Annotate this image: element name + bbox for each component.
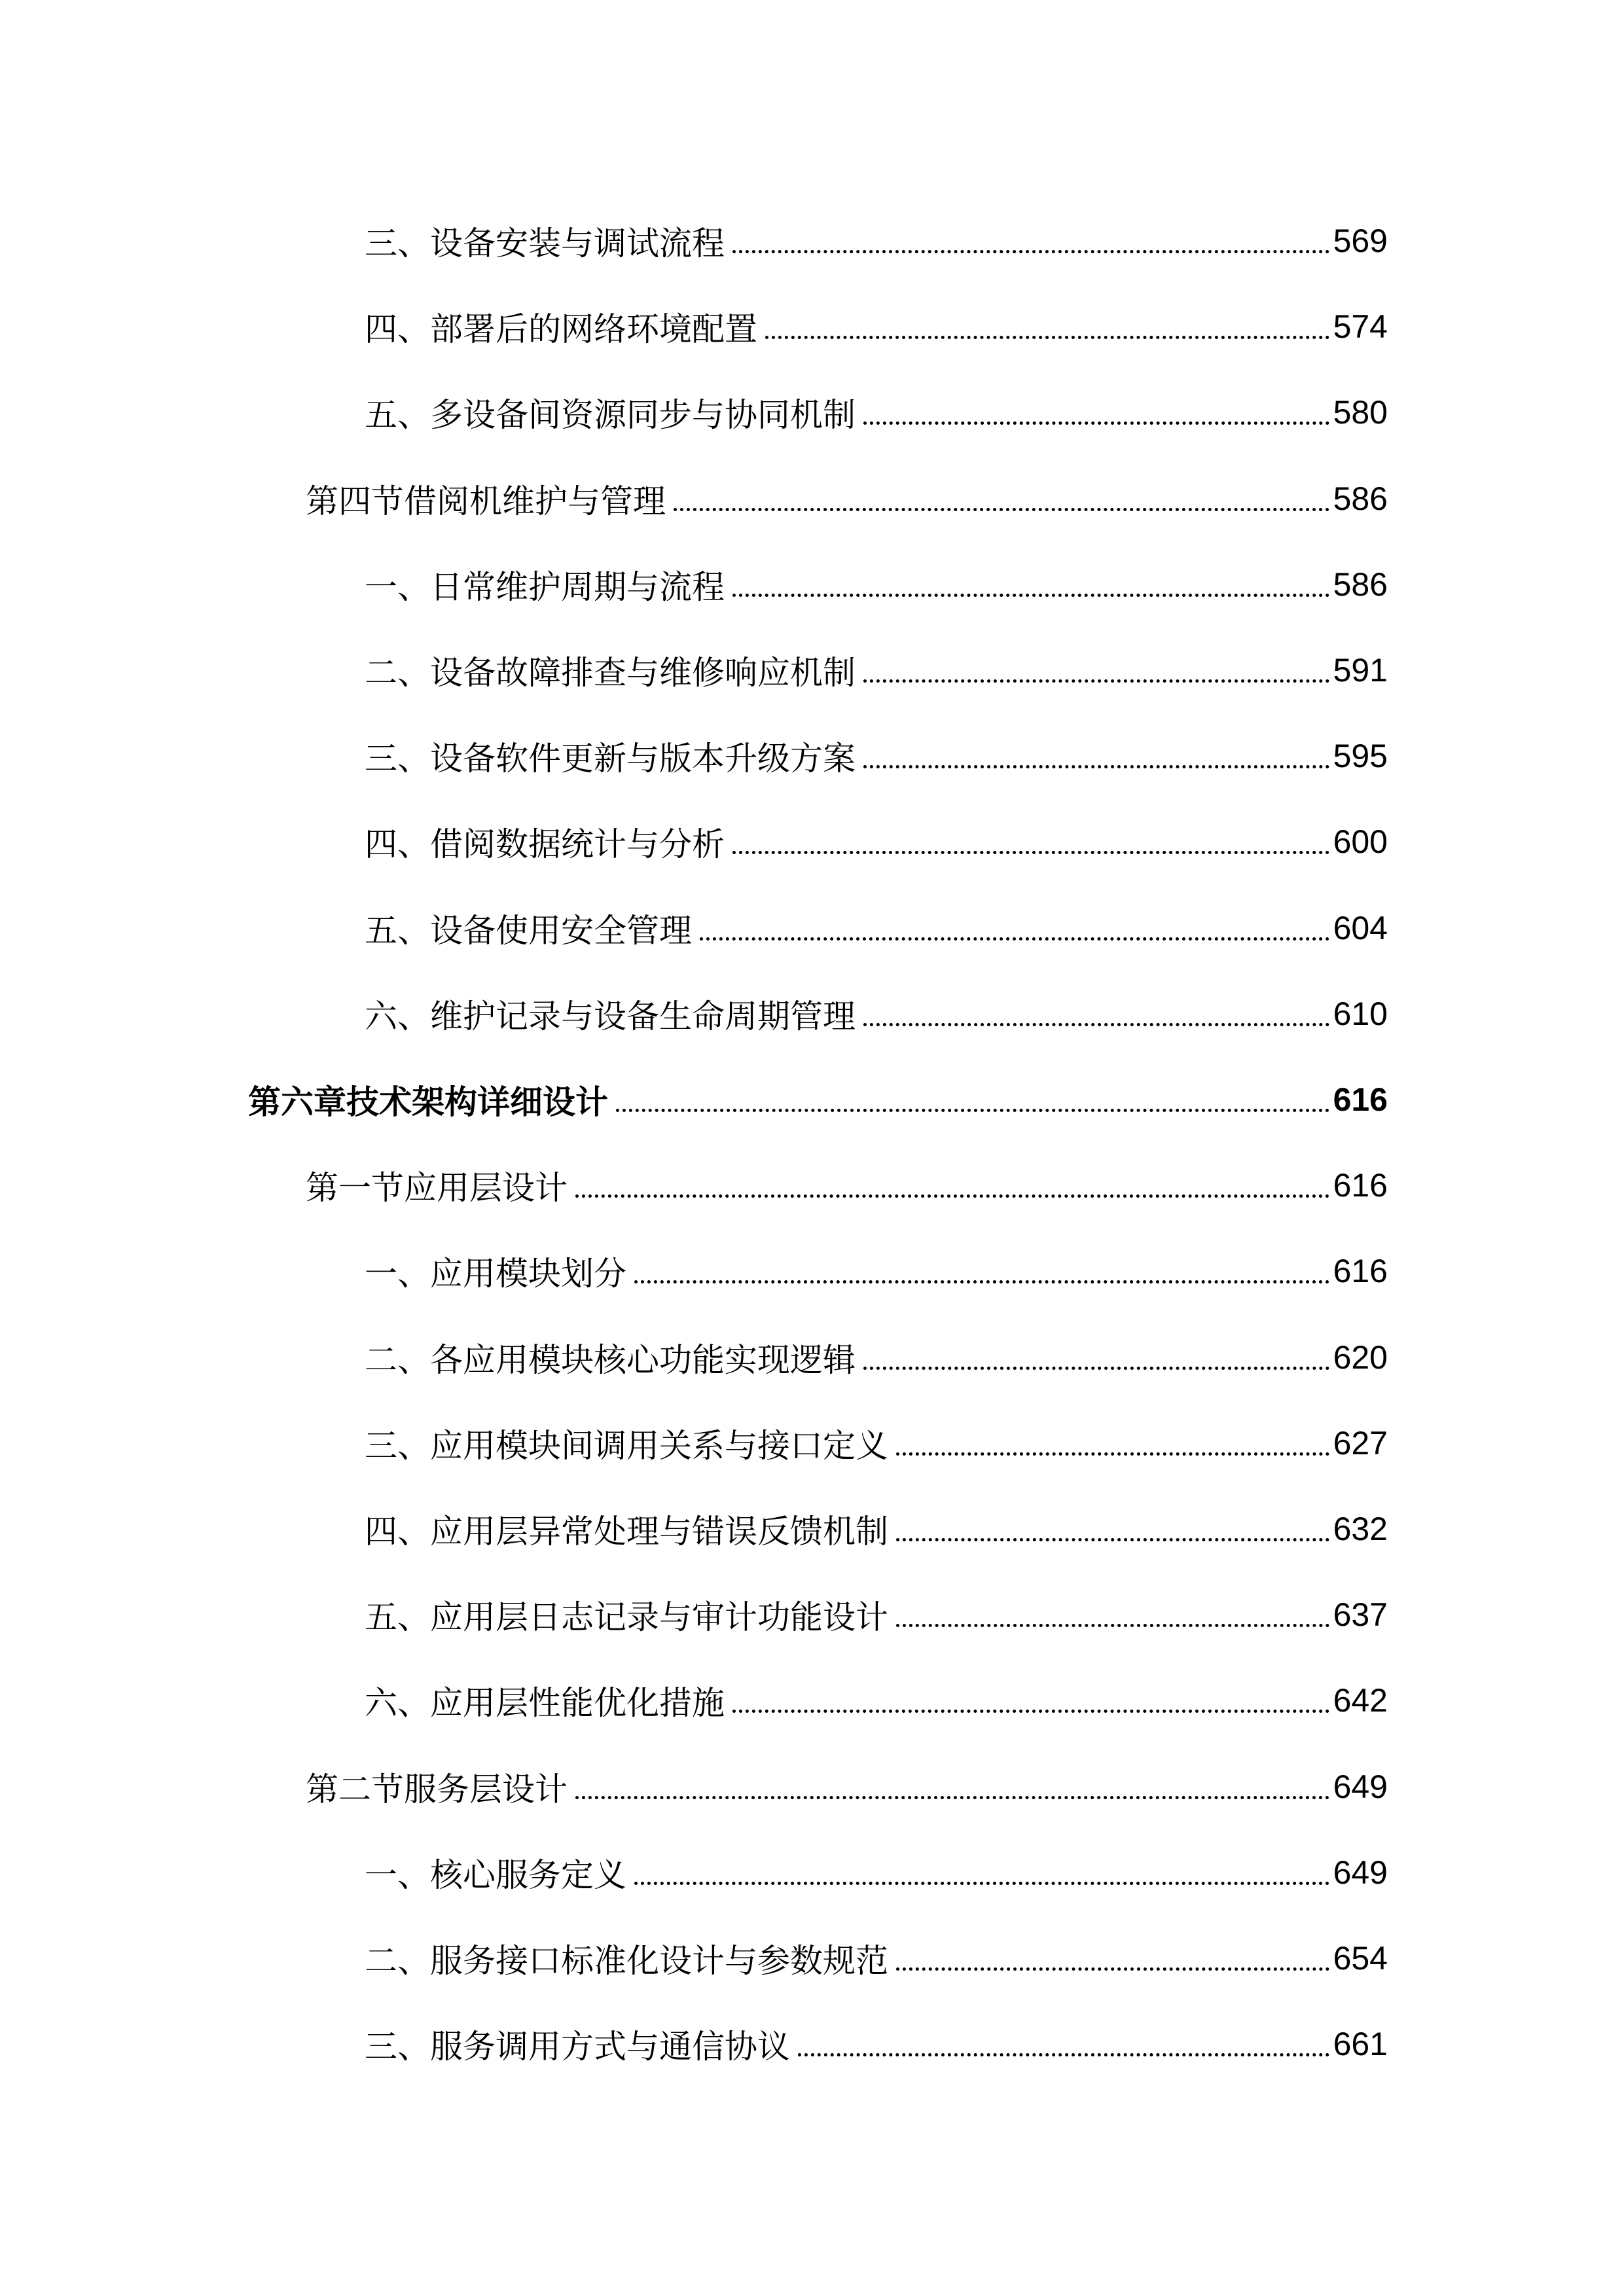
toc-entry-title: 一、日常维护周期与流程 <box>365 568 725 606</box>
toc-entry[interactable] <box>0 1245 1388 1297</box>
toc-entry[interactable] <box>0 1417 1388 1469</box>
toc-entry[interactable] <box>0 1932 1388 1984</box>
toc-entry[interactable] <box>0 1674 1388 1727</box>
dot-leader <box>732 594 1329 597</box>
toc-entry-page: 580 <box>1333 394 1388 431</box>
dot-leader <box>863 1023 1329 1026</box>
toc-entry-title: 第六章技术架构详细设计 <box>248 1083 608 1121</box>
dot-leader <box>896 1967 1329 1971</box>
toc-entry-title: 五、应用层日志记录与审计功能设计 <box>365 1598 888 1636</box>
toc-entry-title: 一、应用模块划分 <box>365 1255 626 1293</box>
dot-leader <box>732 851 1329 854</box>
toc-entry-page: 586 <box>1333 480 1388 517</box>
toc-entry-page: 637 <box>1333 1596 1388 1633</box>
dot-leader <box>634 1280 1329 1283</box>
dot-leader <box>896 1624 1329 1627</box>
toc-entry-title: 四、部署后的网络环境配置 <box>365 310 757 348</box>
toc-entry-page: 569 <box>1333 223 1388 259</box>
toc-entry-page: 574 <box>1333 308 1388 345</box>
toc-entry-title: 第一节应用层设计 <box>306 1169 568 1207</box>
dot-leader <box>634 1882 1329 1885</box>
dot-leader <box>863 1367 1329 1370</box>
toc-entry[interactable] <box>0 386 1388 439</box>
dot-leader <box>896 1538 1329 1541</box>
toc-entry-title: 一、核心服务定义 <box>365 1856 626 1894</box>
toc-entry-title: 六、应用层性能优化措施 <box>365 1684 725 1722</box>
toc-entry-title: 四、应用层异常处理与错误反馈机制 <box>365 1513 888 1551</box>
toc-entry-page: 632 <box>1333 1511 1388 1547</box>
toc-entry-page: 620 <box>1333 1339 1388 1376</box>
toc-entry[interactable] <box>0 1588 1388 1641</box>
toc-entry[interactable] <box>0 473 1388 525</box>
dot-leader <box>896 1452 1329 1456</box>
dot-leader <box>616 1109 1329 1112</box>
toc-entry-title: 三、服务调用方式与通信协议 <box>365 2028 790 2066</box>
toc-entry[interactable] <box>0 644 1388 696</box>
toc-entry[interactable] <box>0 816 1388 868</box>
toc-entry[interactable] <box>0 1761 1388 1813</box>
toc-entry-page: 627 <box>1333 1425 1388 1462</box>
toc-entry-title: 五、多设备间资源同步与协同机制 <box>365 396 856 434</box>
dot-leader <box>575 1194 1329 1198</box>
toc-entry[interactable] <box>0 300 1388 353</box>
dot-leader <box>798 2053 1329 2056</box>
toc-entry-title: 五、设备使用安全管理 <box>365 912 692 950</box>
toc-entry-page: 661 <box>1333 2026 1388 2062</box>
dot-leader <box>700 937 1329 941</box>
toc-entry-page: 591 <box>1333 652 1388 689</box>
toc-entry[interactable] <box>0 1159 1388 1211</box>
dot-leader <box>863 422 1329 425</box>
toc-entry[interactable] <box>0 2018 1388 2070</box>
toc-entry[interactable] <box>0 988 1388 1040</box>
toc-entry-page: 604 <box>1333 910 1388 946</box>
toc-entry-page: 649 <box>1333 1768 1388 1805</box>
dot-leader <box>863 765 1329 768</box>
toc-entry[interactable] <box>0 902 1388 954</box>
toc-entry-title: 二、设备故障排查与维修响应机制 <box>365 654 856 692</box>
toc-entry-title: 三、设备安装与调试流程 <box>365 224 725 262</box>
toc-entry-title: 二、各应用模块核心功能实现逻辑 <box>365 1341 856 1379</box>
toc-entry[interactable] <box>0 215 1388 267</box>
toc-entry-page: 642 <box>1333 1682 1388 1719</box>
toc-entry-page: 586 <box>1333 566 1388 603</box>
toc-entry-title: 第二节服务层设计 <box>306 1770 568 1808</box>
toc-entry-title: 三、设备软件更新与版本升级方案 <box>365 740 856 778</box>
toc-entry[interactable] <box>0 1503 1388 1555</box>
dot-leader <box>765 336 1329 339</box>
toc-entry-page: 616 <box>1333 1253 1388 1289</box>
dot-leader <box>575 1796 1329 1799</box>
toc-entry-page: 649 <box>1333 1854 1388 1891</box>
toc-entry-title: 第四节借阅机维护与管理 <box>306 482 666 520</box>
toc-chapter-entry[interactable] <box>0 1073 1388 1126</box>
dot-leader <box>732 250 1329 253</box>
toc-entry[interactable] <box>0 1331 1388 1384</box>
toc-entry-page: 654 <box>1333 1940 1388 1977</box>
toc-entry-title: 六、维护记录与设备生命周期管理 <box>365 997 856 1035</box>
toc-entry-title: 三、应用模块间调用关系与接口定义 <box>365 1427 888 1465</box>
toc-entry-page: 616 <box>1333 1081 1388 1118</box>
toc-entry-page: 595 <box>1333 738 1388 774</box>
toc-entry-title: 四、借阅数据统计与分析 <box>365 825 725 863</box>
toc-entry-page: 616 <box>1333 1167 1388 1204</box>
dot-leader <box>674 508 1329 511</box>
toc-entry[interactable] <box>0 558 1388 611</box>
toc-entry[interactable] <box>0 1846 1388 1899</box>
toc-entry-page: 610 <box>1333 996 1388 1032</box>
dot-leader <box>732 1710 1329 1713</box>
dot-leader <box>863 679 1329 683</box>
toc-entry[interactable] <box>0 730 1388 782</box>
toc-entry-title: 二、服务接口标准化设计与参数规范 <box>365 1942 888 1980</box>
toc-entry-page: 600 <box>1333 823 1388 860</box>
